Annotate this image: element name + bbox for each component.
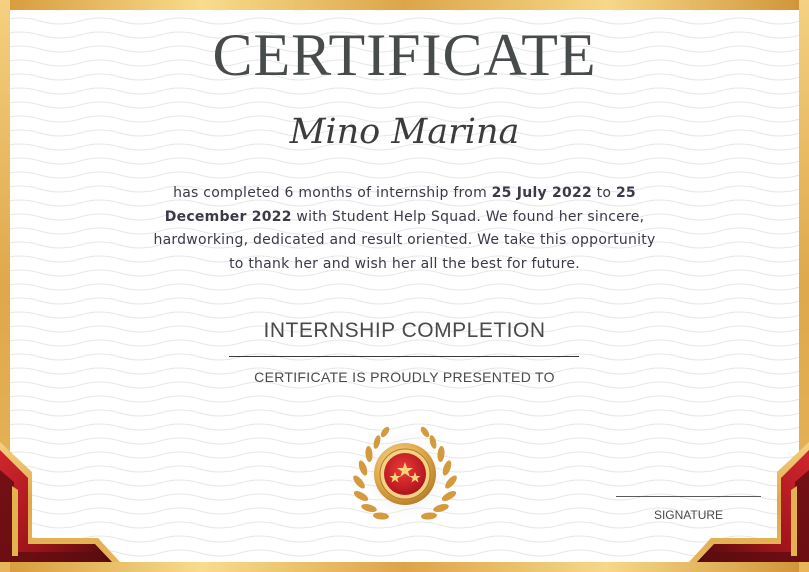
start-date: 25 July 2022	[491, 185, 592, 201]
signature-line	[616, 496, 761, 497]
body-text-part1: has completed 6 months of internship from	[173, 185, 492, 201]
body-text-part3: with Student Help Squad. We found her sincere, hardworking, dedicated and result oriented. We take this opportunity to thank her and wish her all the best for future.	[153, 208, 656, 272]
award-seal-icon	[345, 422, 465, 530]
certificate-title: CERTIFICATE	[212, 22, 597, 88]
end-date: 25 December 2022	[164, 185, 636, 225]
recipient-name: Mino Marina	[289, 112, 520, 152]
presented-to-text: CERTIFICATE IS PROUDLY PRESENTED TO	[254, 369, 555, 385]
signature-label: SIGNATURE	[653, 508, 724, 522]
body-text-part2: to	[591, 185, 616, 201]
certificate-body-text	[150, 182, 659, 276]
subtitle-divider	[229, 356, 579, 357]
certificate-subtitle: INTERNSHIP COMPLETION	[263, 319, 546, 342]
